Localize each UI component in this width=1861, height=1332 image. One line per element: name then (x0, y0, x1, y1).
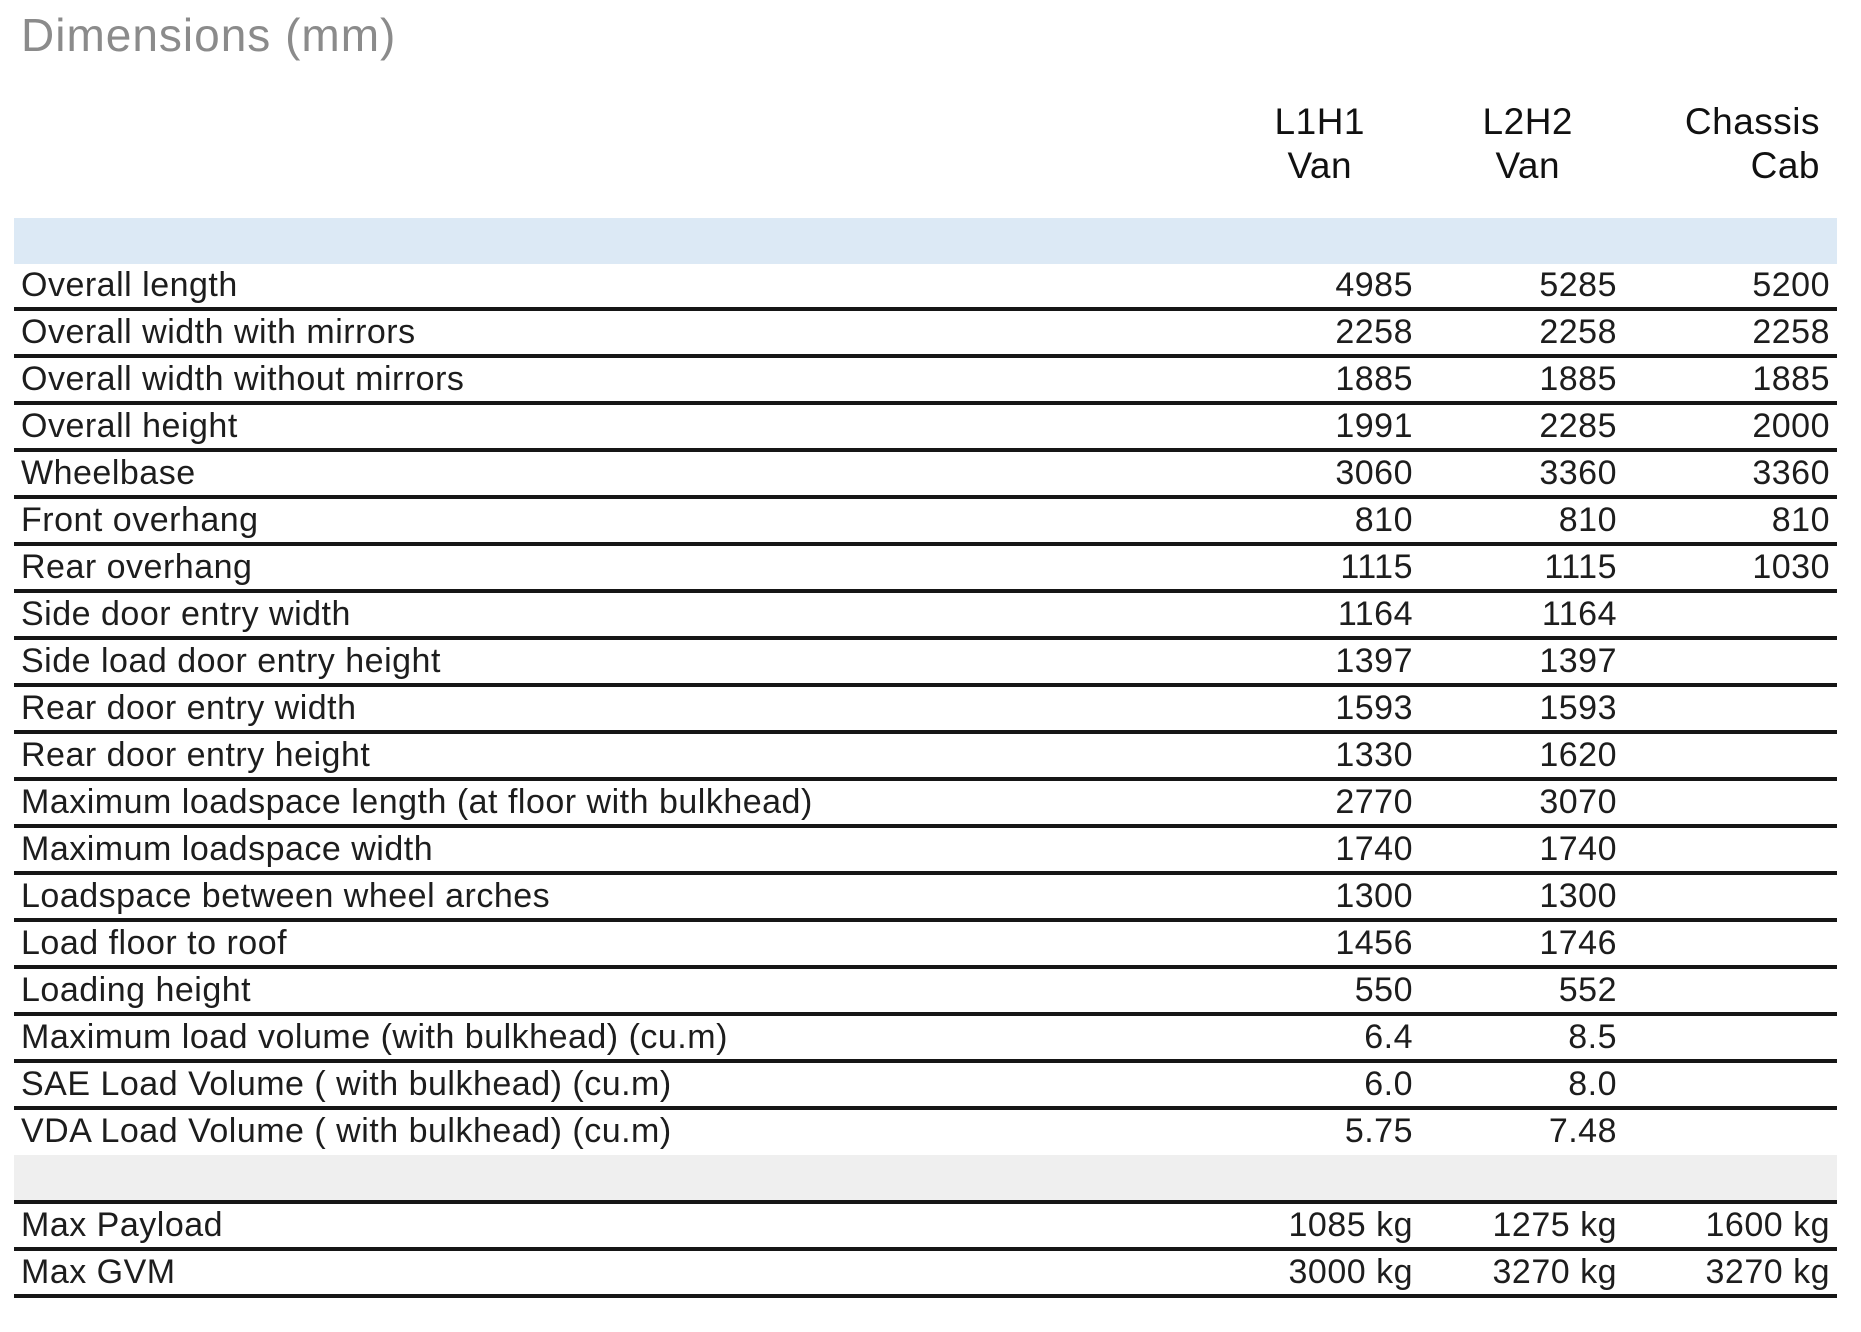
column-header-line: Chassis (1684, 101, 1820, 142)
cell-value (1617, 732, 1837, 779)
table-row (14, 264, 1837, 309)
table-row (14, 450, 1837, 497)
cell-value: 2258 (1183, 309, 1413, 356)
table-row (14, 1061, 1837, 1108)
cell-value: 1164 (1183, 591, 1413, 638)
table-row (14, 591, 1837, 638)
cell-value (1617, 779, 1837, 826)
cell-value: 4985 (1183, 264, 1413, 309)
cell-value: 1593 (1413, 685, 1617, 732)
column-header-line: L2H2 (1482, 101, 1573, 142)
cell-value (1617, 873, 1837, 920)
separator-band-section (14, 1155, 1837, 1202)
row-label: SAE Load Volume ( with bulkhead) (cu.m) (14, 1061, 1183, 1108)
cell-value: 1397 (1183, 638, 1413, 685)
header-band-section (14, 218, 1837, 264)
column-header-line: L1H1 (1274, 101, 1365, 142)
separator-band (14, 1155, 1837, 1202)
cell-value: 2258 (1617, 309, 1837, 356)
cell-value: 810 (1617, 497, 1837, 544)
table-row (14, 779, 1837, 826)
cell-value: 810 (1183, 497, 1413, 544)
cell-value: 1085 kg (1183, 1202, 1413, 1249)
row-label: VDA Load Volume ( with bulkhead) (cu.m) (21, 1112, 672, 1150)
cell-value: 8.0 (1413, 1061, 1617, 1108)
cell-value: 1620 (1413, 732, 1617, 779)
cell-value (1617, 826, 1837, 873)
table-row (14, 967, 1837, 1014)
cell-value: 5285 (1413, 264, 1617, 309)
table-row (14, 685, 1837, 732)
row-label: Maximum load volume (with bulkhead) (cu.m) (14, 1014, 1183, 1061)
table-row (14, 1202, 1837, 1249)
table-row (14, 1108, 1837, 1155)
cell-value: 2770 (1183, 779, 1413, 826)
row-label: Overall width with mirrors (14, 309, 1183, 356)
cell-value: 552 (1413, 967, 1617, 1014)
cell-value: 2285 (1413, 403, 1617, 450)
cell-value: 6.4 (1183, 1014, 1413, 1061)
row-label: Max Payload (14, 1202, 1183, 1249)
table-row (14, 920, 1837, 967)
row-label: Loading height (14, 967, 1183, 1014)
table-row (14, 403, 1837, 450)
cell-value (1617, 1108, 1837, 1155)
cell-value: 3360 (1413, 450, 1617, 497)
cell-value: 1330 (1183, 732, 1413, 779)
cell-value (1617, 920, 1837, 967)
row-label: Loadspace between wheel arches (14, 873, 1183, 920)
row-label: Max GVM (14, 1249, 1183, 1296)
header-band-row (14, 218, 1837, 264)
row-label: Load floor to roof (14, 920, 1183, 967)
cell-value: 550 (1183, 967, 1413, 1014)
table-row (14, 544, 1837, 591)
table-header (14, 100, 1837, 218)
table-row (14, 356, 1837, 403)
column-header-row (14, 100, 1837, 218)
row-label: Overall height (14, 403, 1183, 450)
cell-value: 3000 kg (1183, 1249, 1413, 1296)
cell-value (1617, 1014, 1837, 1061)
cell-value: 5200 (1617, 264, 1837, 309)
row-label: Rear overhang (14, 544, 1183, 591)
row-label: Rear door entry width (14, 685, 1183, 732)
cell-value: 1991 (1183, 403, 1413, 450)
column-header-spacer (14, 100, 1183, 218)
table-row (14, 732, 1837, 779)
column-header-line: Van (1287, 145, 1353, 186)
cell-value: 3060 (1183, 450, 1413, 497)
row-label: Front overhang (14, 497, 1183, 544)
row-label: Wheelbase (14, 450, 1183, 497)
table-row (14, 497, 1837, 544)
cell-value: 1885 (1413, 356, 1617, 403)
cell-value: 3360 (1617, 450, 1837, 497)
cell-value: 810 (1413, 497, 1617, 544)
cell-value (1617, 591, 1837, 638)
cell-value: 6.0 (1183, 1061, 1413, 1108)
table-row (14, 309, 1837, 356)
row-label: Side load door entry height (14, 638, 1183, 685)
cell-value: 1030 (1617, 544, 1837, 591)
payload-body (14, 1202, 1837, 1296)
row-label: Rear door entry height (14, 732, 1183, 779)
table-row (14, 826, 1837, 873)
cell-value: 1397 (1413, 638, 1617, 685)
table-row (14, 873, 1837, 920)
row-label: Overall length (14, 264, 1183, 309)
cell-value: 1300 (1413, 873, 1617, 920)
cell-value: 1115 (1183, 544, 1413, 591)
cell-value (1617, 638, 1837, 685)
table-row (14, 1249, 1837, 1296)
cell-value: 1456 (1183, 920, 1413, 967)
page-title: Dimensions (mm) (21, 9, 397, 61)
cell-value: 1164 (1413, 591, 1617, 638)
table-row (14, 1014, 1837, 1061)
cell-value: 7.48 (1548, 1112, 1617, 1150)
cell-value: 1885 (1617, 356, 1837, 403)
column-header-line: Cab (1750, 145, 1820, 186)
row-label: Maximum loadspace length (at floor with bulkhead) (14, 779, 1183, 826)
dimensions-table (14, 100, 1837, 1298)
column-header-line: Van (1495, 145, 1561, 186)
separator-band-row (14, 1155, 1837, 1202)
column-header-chassis-cab (1617, 100, 1837, 218)
cell-value: 1746 (1413, 920, 1617, 967)
table-row (14, 638, 1837, 685)
cell-value: 1740 (1183, 826, 1413, 873)
column-header-l1h1-van (1183, 100, 1413, 218)
cell-value (1617, 685, 1837, 732)
dimensions-body (14, 264, 1837, 1155)
cell-value: 1300 (1183, 873, 1413, 920)
cell-value: 1115 (1413, 544, 1617, 591)
row-label: Maximum loadspace width (14, 826, 1183, 873)
cell-value: 8.5 (1413, 1014, 1617, 1061)
cell-value: 1885 (1183, 356, 1413, 403)
cell-value: 2258 (1413, 309, 1617, 356)
cell-value: 1740 (1413, 826, 1617, 873)
cell-value: 3270 kg (1413, 1249, 1617, 1296)
cell-value: 1593 (1183, 685, 1413, 732)
cell-value (1617, 967, 1837, 1014)
cell-value: 3070 (1413, 779, 1617, 826)
cell-value (1617, 1061, 1837, 1108)
cell-value: 3270 kg (1617, 1249, 1837, 1296)
row-label: Side door entry width (14, 591, 1183, 638)
cell-value: 5.75 (1344, 1112, 1413, 1150)
header-band (14, 218, 1837, 264)
column-header-l2h2-van (1413, 100, 1617, 218)
row-label: Overall width without mirrors (14, 356, 1183, 403)
cell-value: 2000 (1617, 403, 1837, 450)
cell-value: 1275 kg (1413, 1202, 1617, 1249)
cell-value: 1600 kg (1617, 1202, 1837, 1249)
